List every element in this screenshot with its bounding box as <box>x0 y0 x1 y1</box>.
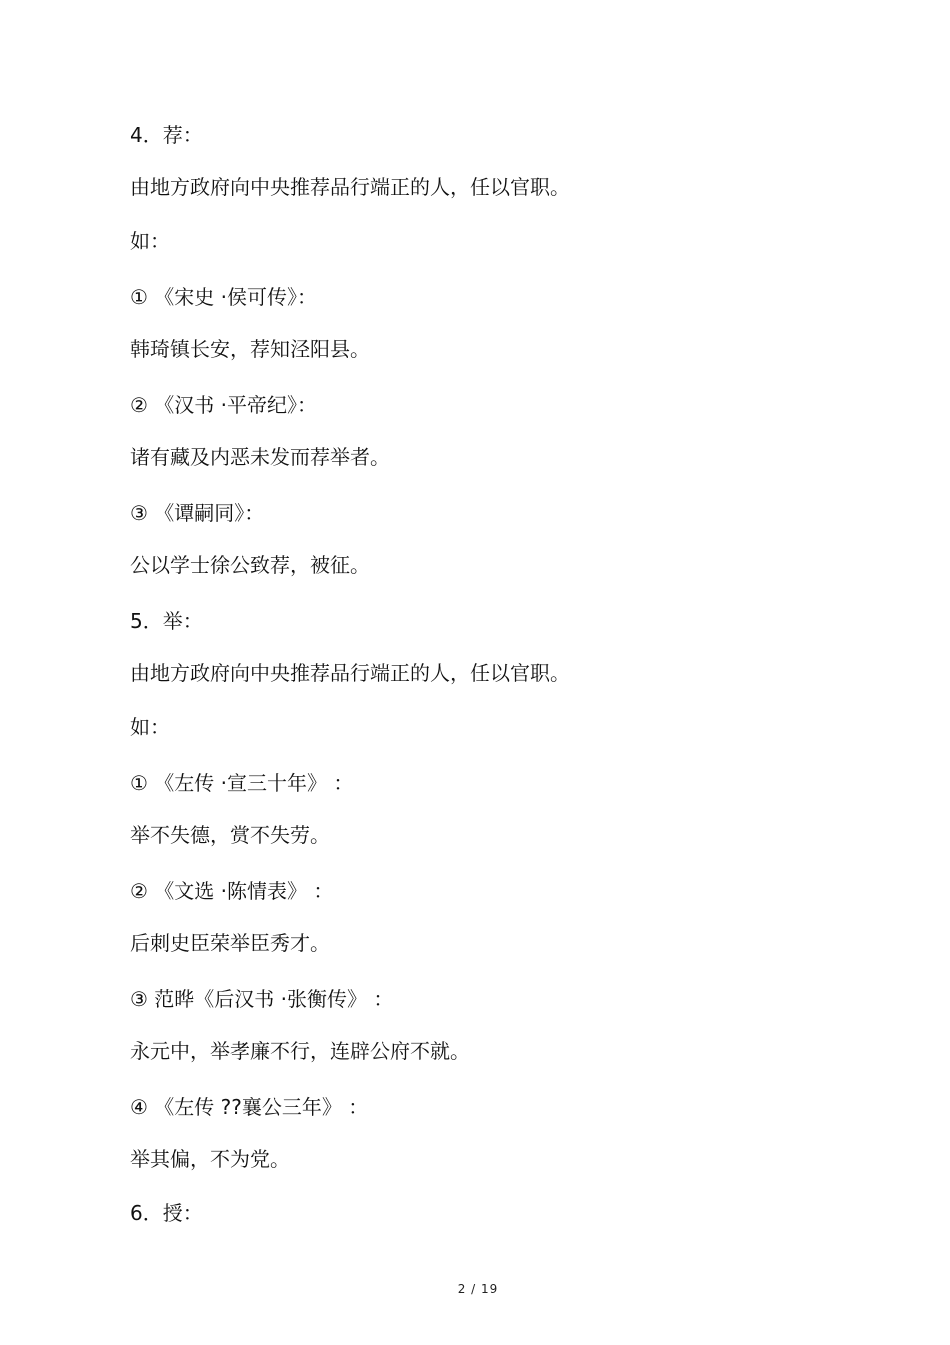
citation-source: ③ 《谭嗣同》： <box>130 501 265 525</box>
section-heading-jian: 4．荐： <box>130 123 203 147</box>
citation-source: ④ 《左传 ??襄公三年》 ： <box>130 1095 369 1119</box>
citation-quote: 举不失德，赏不失劳。 <box>130 823 330 847</box>
section-heading-ju: 5．举： <box>130 609 203 633</box>
citation-quote: 韩琦镇长安，荐知泾阳县。 <box>130 337 370 361</box>
citation-source: ① 《宋史 ·侯可传》： <box>130 285 318 309</box>
definition-text: 由地方政府向中央推荐品行端正的人，任以官职。 <box>130 175 570 199</box>
page-number: 2 / 19 <box>457 1282 499 1296</box>
citation-source: ① 《左传 ·宣三十年》 ： <box>130 771 354 795</box>
citation-source: ③ 范晔《后汉书 ·张衡传》 ： <box>130 987 394 1011</box>
example-label: 如： <box>130 715 170 739</box>
citation-quote: 永元中，举孝廉不行，连辟公府不就。 <box>130 1039 470 1063</box>
definition-text: 由地方政府向中央推荐品行端正的人，任以官职。 <box>130 661 570 685</box>
citation-quote: 诸有藏及内恶未发而荐举者。 <box>130 445 390 469</box>
section-heading-shou: 6．授： <box>130 1201 203 1225</box>
citation-quote: 公以学士徐公致荐，被征。 <box>130 553 370 577</box>
citation-source: ② 《汉书 ·平帝纪》： <box>130 393 318 417</box>
citation-quote: 后刺史臣荣举臣秀才。 <box>130 931 330 955</box>
citation-quote: 举其偏，不为党。 <box>130 1147 290 1171</box>
example-label: 如： <box>130 229 170 253</box>
citation-source: ② 《文选 ·陈情表》 ： <box>130 879 334 903</box>
